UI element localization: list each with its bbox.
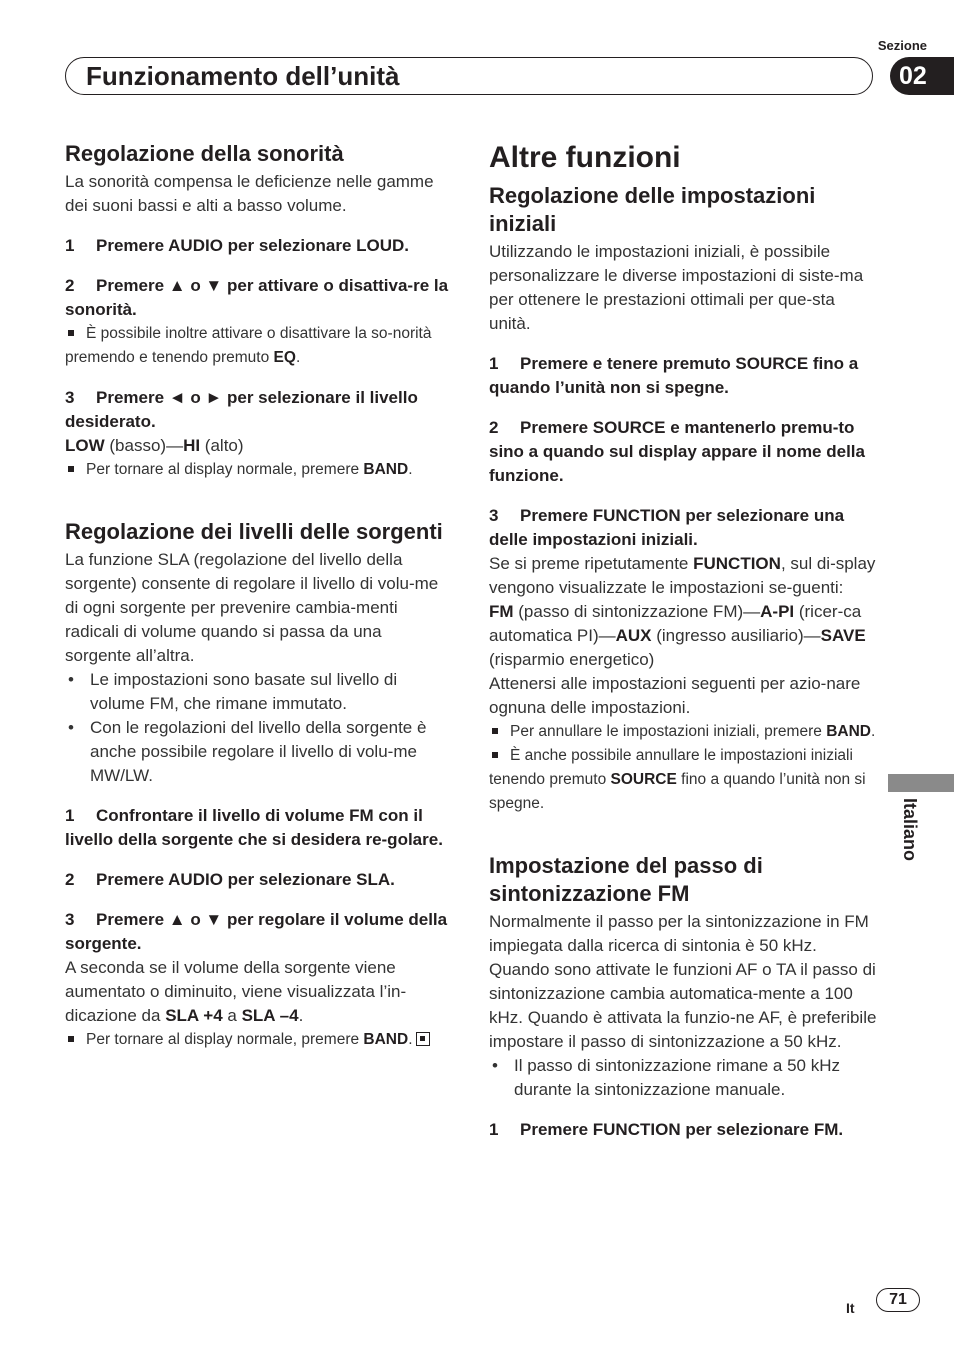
initial-step-2: 2 Premere SOURCE e mantenerlo premu-to sino a quando sul display appare il nome della funzione.	[489, 418, 865, 485]
sla-intro: La funzione SLA (regolazione del livello della sorgente) consente di regolare il livello di volu-me di ogni sorgente per prevenire cambia-menti radicali di volume quando si passa da una sorgente all’altra.	[65, 550, 439, 665]
loudness-note-2: È possibile inoltre attivare o disattivare la so-norità premendo e tenendo premuto EQ.	[65, 325, 432, 366]
square-bullet-icon	[68, 1036, 74, 1042]
header-title-bar	[65, 57, 873, 95]
initial-step-1: 1 Premere e tenere premuto SOURCE fino a quando l’unità non si spegne.	[489, 354, 859, 397]
loudness-step-2: 2 Premere ▲ o ▼ per attivare o disattiva-re la sonorità.	[65, 276, 449, 319]
end-of-section-icon	[416, 1032, 430, 1046]
square-bullet-icon	[492, 752, 498, 758]
initial-follow: Attenersi alle impostazioni seguenti per azio-nare ognuna delle impostazioni.	[489, 674, 861, 717]
loudness-step-3: 3 Premere ◄ o ► per selezionare il livello desiderato.	[65, 388, 418, 431]
initial-note-2: È anche possibile annullare le impostazioni iniziali tenendo premuto SOURCE fino a quando l’unità non si spegne.	[489, 747, 866, 812]
loudness-intro: La sonorità compensa le deficienze nelle gamme dei suoni bassi e alti a basso volume.	[65, 172, 434, 215]
page-title: Funzionamento dell’unità	[86, 61, 400, 91]
sezione-label: Sezione	[877, 38, 927, 53]
sla-note: Per tornare al display normale, premere BAND.	[65, 1028, 450, 1052]
fm-step-1: 1 Premere FUNCTION per selezionare FM.	[489, 1120, 844, 1139]
left-column	[65, 140, 450, 1052]
right-column	[489, 140, 879, 1142]
sla-step-1: 1 Confrontare il livello di volume FM con il livello della sorgente che si desidera re-golare.	[65, 806, 443, 849]
loudness-step-1: 1 Premere AUDIO per selezionare LOUD.	[65, 236, 410, 255]
sla-step-2: 2 Premere AUDIO per selezionare SLA.	[65, 870, 395, 889]
heading-fm-step: Impostazione del passo di sintonizzazione FM	[489, 853, 763, 906]
heading-loudness: Regolazione della sonorità	[65, 141, 344, 166]
initial-note-1: Per annullare le impostazioni iniziali, premere BAND.	[489, 720, 879, 744]
initial-options: FM (passo di sintonizzazione FM)—A-PI (ricer-ca automatica PI)—AUX (ingresso ausiliario)—SAVE (risparmio energetico)	[489, 602, 866, 669]
square-bullet-icon	[492, 728, 498, 734]
language-tab	[888, 774, 954, 792]
list-item: • Il passo di sintonizzazione rimane a 50 kHz durante la sintonizzazione manuale.	[489, 1054, 879, 1102]
fm-step-intro: Normalmente il passo per la sintonizzazione in FM impiegata dalla ricerca di sintonia è 50 kHz. Quando sono attivate le funzioni AF o TA il passo di sintonizzazione cambia automatica-mente a 100 kHz. Quando è attivata la funzio-ne AF, è preferibile impostare il passo di sintonizzazione a 50 kHz.	[489, 912, 877, 1051]
heading-sla: Regolazione dei livelli delle sorgenti	[65, 519, 443, 544]
footer-language: It	[846, 1300, 855, 1316]
heading-altre-funzioni: Altre funzioni	[489, 141, 681, 174]
list-item: • Con le regolazioni del livello della sorgente è anche possibile regolare il livello di volu-me MW/LW.	[65, 716, 450, 788]
loudness-note-3: Per tornare al display normale, premere BAND.	[65, 458, 450, 482]
square-bullet-icon	[68, 466, 74, 472]
page-number: 71	[876, 1288, 920, 1312]
heading-initial-settings: Regolazione delle impostazioni iniziali	[489, 183, 816, 236]
list-item: • Le impostazioni sono basate sul livello di volume FM, che rimane immutato.	[65, 668, 450, 716]
sla-bullets	[65, 668, 450, 788]
initial-settings-intro: Utilizzando le impostazioni iniziali, è possibile personalizzare le diverse impostazioni di siste-ma per ottenere le prestazioni ottimali per que-sta unità.	[489, 242, 864, 333]
initial-step-3: 3 Premere FUNCTION per selezionare una delle impostazioni iniziali.	[489, 506, 845, 549]
language-label: Italiano	[900, 798, 920, 862]
section-number-tab: 02	[890, 57, 954, 95]
square-bullet-icon	[68, 330, 74, 336]
loudness-options: LOW (basso)—HI (alto)	[65, 436, 244, 455]
sla-step-3: 3 Premere ▲ o ▼ per regolare il volume della sorgente.	[65, 910, 448, 953]
fm-step-bullets	[489, 1054, 879, 1102]
sla-description: A seconda se il volume della sorgente viene aumentato o diminuito, viene visualizzata l’in-dicazione da SLA +4 a SLA –4.	[65, 958, 407, 1025]
initial-description: Se si preme ripetutamente FUNCTION, sul di-splay vengono visualizzate le impostazioni se-guenti:	[489, 554, 876, 597]
